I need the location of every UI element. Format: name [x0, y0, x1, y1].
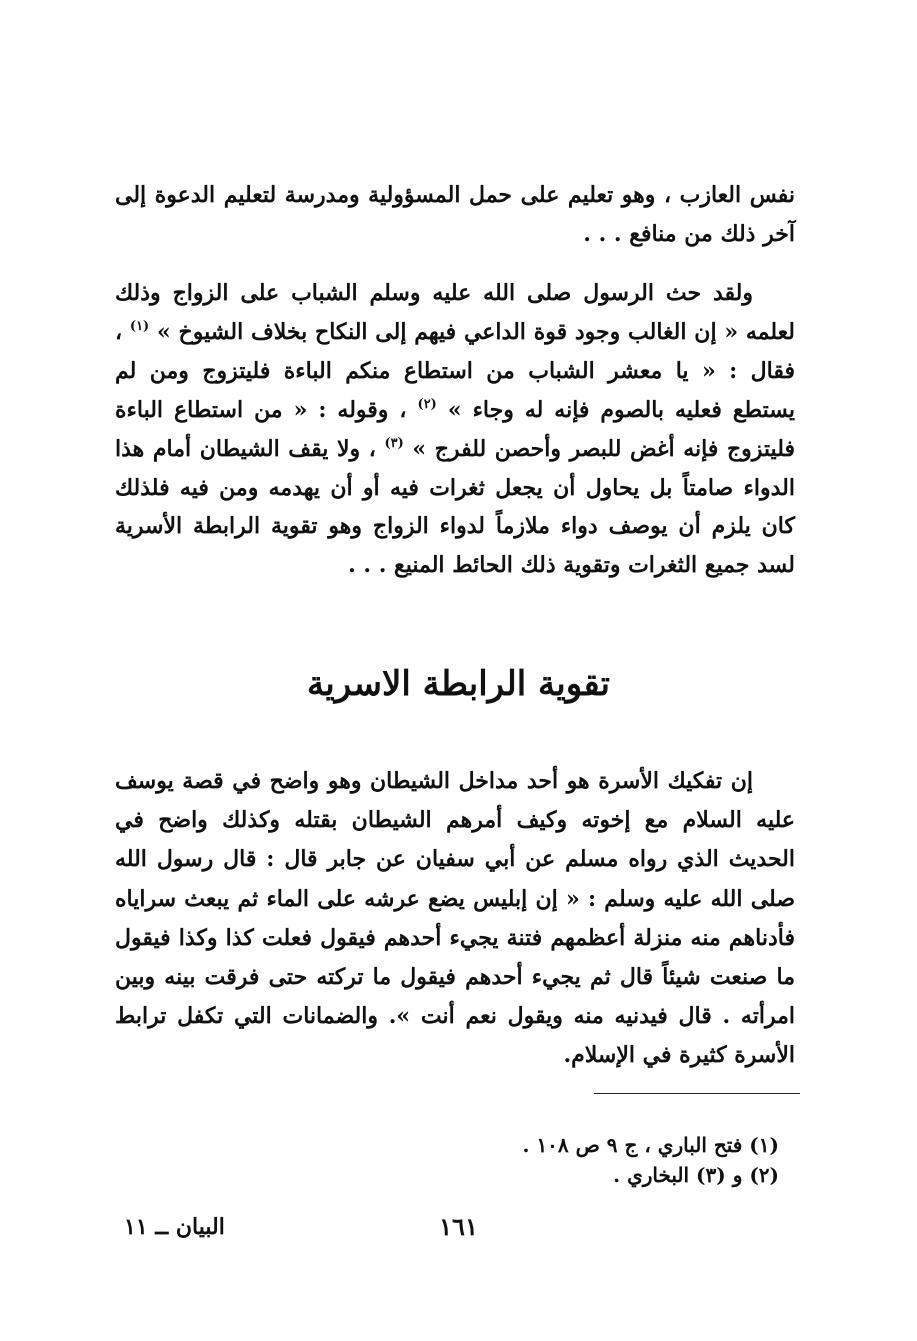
- paragraph-family-bond: [115, 762, 795, 1076]
- paragraph-text: ، ولا يقف الشيطان أمام هذا الدواء صامتاً بل يحاول أن يجعل ثغرات فيه أو أن يهدمه ومن فيه فلذلك كان يلزم أن يوصف دواء ملازماً لدواء الزواج وهو تقوية الرابطة الأسرية لسد جميع الثغرات وتقوية ذلك الحائط المنيع . . .: [115, 435, 795, 579]
- paragraph-text: إن تفكيك الأسرة هو أحد مداخل الشيطان وهو واضح في قصة يوسف عليه السلام مع إخوته وكيف أمرهم الشيطان بقتله وكذلك واضح في الحديث الذي رواه مسلم عن أبي سفيان عن جابر قال : قال رسول الله صلى الله عليه وسلم : « إن إبليس يضع عرشه على الماء ثم يبعث سراياه فأدناهم منه منزلة أعظمهم فتنة يجيء أحدهم فيقول فعلت كذا وكذا فيقول ما صنعت شيئاً قال ثم يجيء أحدهم فيقول ما تركته حتى فرقت بينه وبين امرأته . قال فيدنيه منه ويقول نعم أنت ». والضمانات التي تكفل ترابط الأسرة كثيرة في الإسلام.: [115, 768, 795, 1069]
- footnote-ref-2: (٢): [417, 396, 437, 412]
- page-number: ١٦١: [439, 1212, 478, 1241]
- paragraph-marriage-hadith: [115, 274, 795, 585]
- running-footer: البيان ــ ١١: [124, 1214, 225, 1240]
- footnote-1: (١) فتح الباري ، ج ٩ ص ١٠٨ .: [522, 1133, 779, 1157]
- footnotes: [523, 1130, 780, 1190]
- paragraph-text: ، فقال : « يا معشر الشباب من استطاع منكم الباءة فليتزوج ومن لم يستطع فعليه بالصوم فإنه له وجاء »: [115, 318, 795, 423]
- paragraph-text: ولقد حث الرسول صلى الله عليه وسلم الشباب على الزواج وذلك لعلمه « إن الغالب وجود قوة الداعي فيهم إلى النكاح بخلاف الشيوخ »: [115, 280, 795, 345]
- paragraph-intro-continuation: [115, 176, 795, 254]
- paragraph-text: ، وقوله : « من استطاع الباءة فليتزوج فإنه أغض للبصر وأحصن للفرج »: [115, 396, 795, 462]
- paragraph-text: نفس العازب ، وهو تعليم على حمل المسؤولية ومدرسة لتعليم الدعوة إلى آخر ذلك من منافع . . .: [115, 182, 795, 248]
- footnote-ref-1: (١): [129, 318, 150, 334]
- section-heading: تقوية الرابطة الاسرية: [307, 664, 610, 704]
- footnote-2: (٢) و (٣) البخاري .: [613, 1163, 779, 1187]
- footnote-divider: [594, 1093, 800, 1094]
- footnote-ref-3: (٣): [384, 435, 404, 451]
